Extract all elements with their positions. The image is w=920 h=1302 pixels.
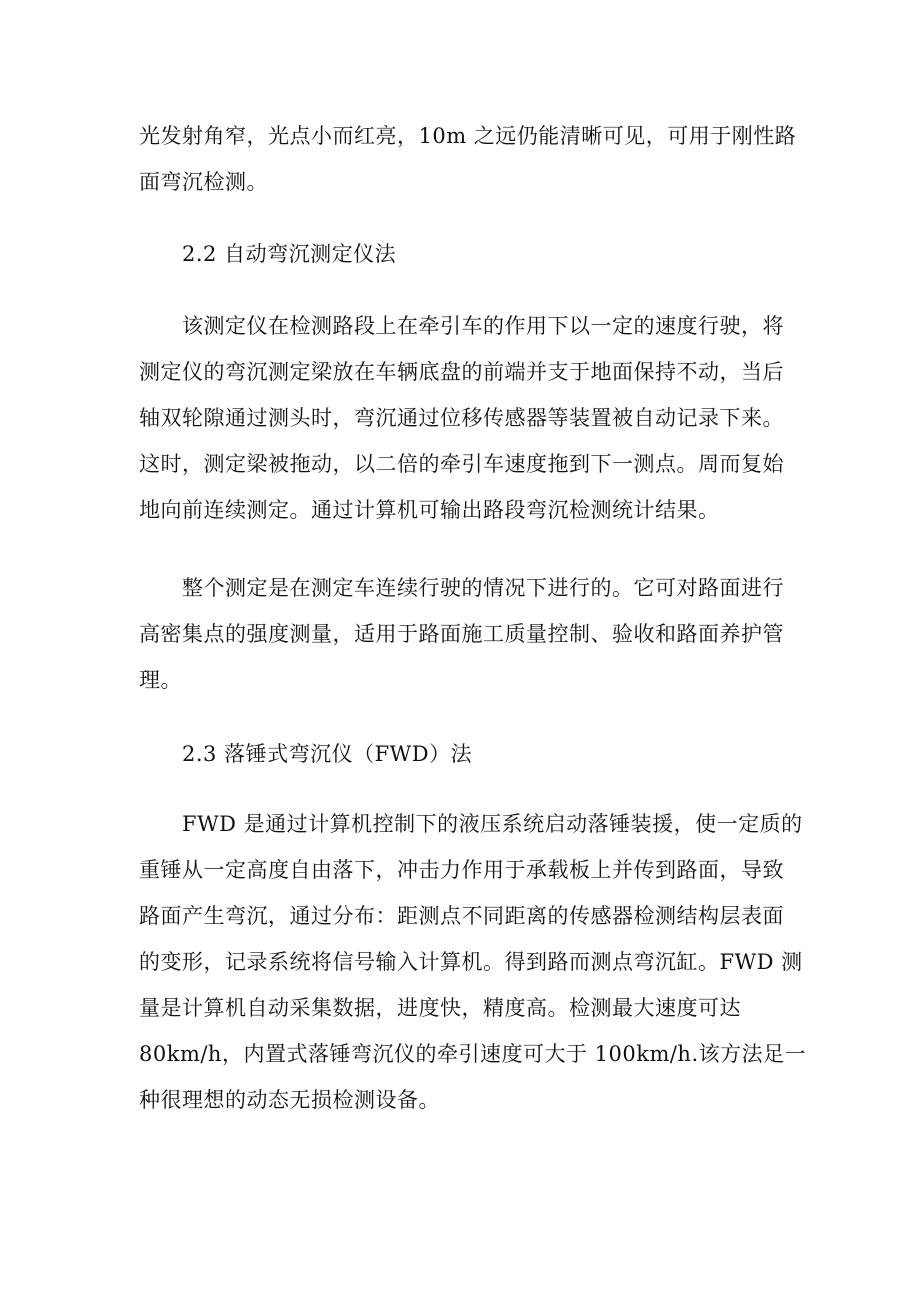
paragraph-line: 地向前连续测定。通过计算机可输出路段弯沉检测统计结果。: [139, 498, 720, 522]
paragraph-line: 重锤从一定高度自由落下，冲击力作用于承载板上并传到路面，导致: [139, 858, 784, 882]
paragraph-line: 高密集点的强度测量，适用于路面施工质量控制、验收和路面养护管: [139, 622, 784, 646]
paragraph-line: 轴双轮隙通过测头时，弯沉通过位移传感器等装置被自动记录下来。: [139, 406, 784, 430]
paragraph-line: 量是计算机自动采集数据，进度快，精度高。检测最大速度可达: [139, 996, 741, 1020]
paragraph-line: 这时，测定梁被拖动，以二倍的牵引车速度拖到下一测点。周而复始: [139, 452, 784, 476]
paragraph-line: FWD 是通过计算机控制下的液压系统启动落锤装援，使一定质的: [182, 812, 803, 836]
paragraph-line: 测定仪的弯沉测定梁放在车辆底盘的前端并支于地面保持不动，当后: [139, 360, 784, 384]
paragraph-line: 光发射角窄，光点小而红亮，10m 之远仍能清晰可见，可用于刚性路: [139, 124, 797, 148]
paragraph-line: 的变形，记录系统将信号输入计算机。得到路而测点弯沉缸。FWD 测: [139, 950, 803, 974]
paragraph-line: 面弯沉检测。: [139, 170, 268, 194]
paragraph-line: 路面产生弯沉，通过分布：距测点不同距离的传感器检测结构层表面: [139, 904, 784, 928]
paragraph-line: 该测定仪在检测路段上在牵引车的作用下以一定的速度行驶，将: [182, 314, 784, 338]
paragraph-line: 理。: [139, 668, 182, 692]
section-2-2-paragraph-1: [139, 303, 785, 533]
paragraph-line: 整个测定是在测定车连续行驶的情况下进行的。它可对路面进行: [182, 576, 784, 600]
section-2-2-paragraph-2: [139, 565, 785, 703]
paragraph-line: 种很理想的动态无损检测设备。: [139, 1088, 440, 1112]
continuation-paragraph: [139, 113, 797, 205]
section-heading-2-3: 2.3 落锤式弯沉仪（FWD）法: [182, 742, 473, 766]
section-2-3-paragraph-1: [139, 801, 807, 1123]
section-heading-2-2: 2.2 自动弯沉测定仪法: [182, 242, 397, 266]
paragraph-line: 80km/h，内置式落锤弯沉仪的牵引速度可大于 100km/h.该方法足一: [139, 1042, 807, 1066]
